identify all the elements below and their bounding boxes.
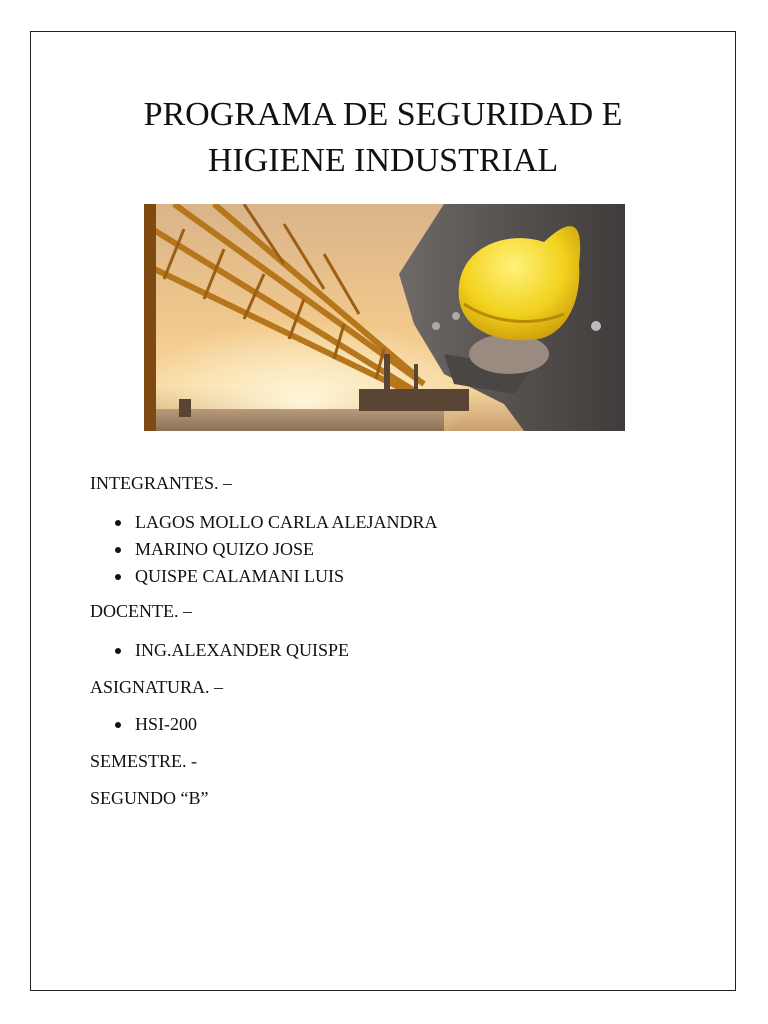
document-title bbox=[30, 92, 736, 184]
list-item: HSI-200 bbox=[90, 711, 650, 738]
integrantes-list bbox=[90, 509, 650, 590]
document-body bbox=[90, 470, 650, 812]
list-item: QUISPE CALAMANI LUIS bbox=[90, 563, 650, 590]
asignatura-heading: ASIGNATURA. – bbox=[90, 677, 224, 697]
docente-heading: DOCENTE. – bbox=[90, 601, 192, 621]
asignatura-list bbox=[90, 711, 650, 738]
list-item: MARINO QUIZO JOSE bbox=[90, 536, 650, 563]
docente-list bbox=[90, 637, 650, 664]
cover-image bbox=[144, 204, 625, 431]
title-line-1: PROGRAMA DE SEGURIDAD E bbox=[143, 96, 623, 133]
list-item: LAGOS MOLLO CARLA ALEJANDRA bbox=[90, 509, 650, 536]
list-item: ING.ALEXANDER QUISPE bbox=[90, 637, 650, 664]
semestre-heading: SEMESTRE. - bbox=[90, 751, 198, 771]
integrantes-heading: INTEGRANTES. – bbox=[90, 473, 232, 493]
semestre-value: SEGUNDO “B” bbox=[90, 788, 209, 808]
title-line-2: HIGIENE INDUSTRIAL bbox=[207, 142, 559, 179]
